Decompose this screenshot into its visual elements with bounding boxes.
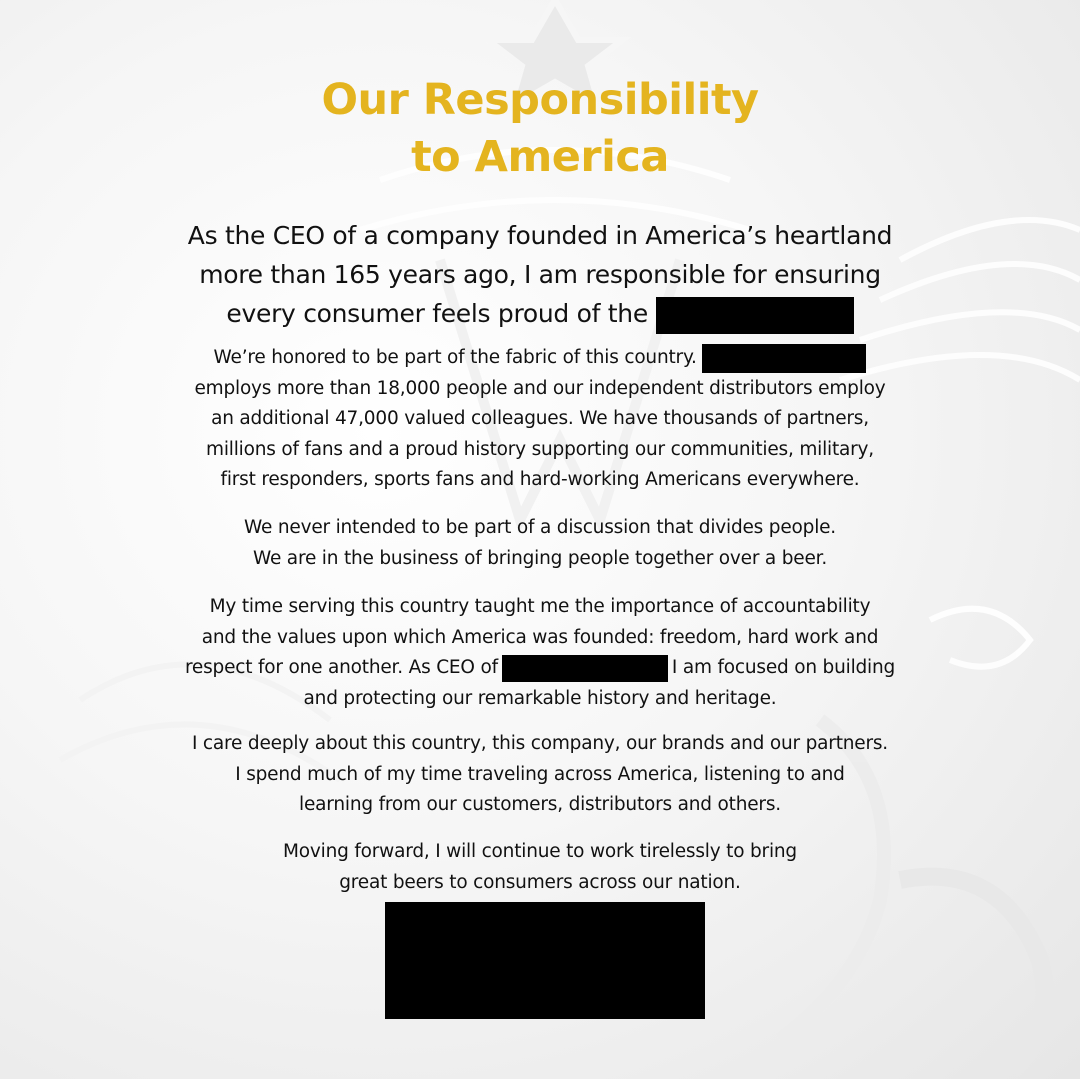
- p5-line-2: great beers to consumers across our nation.: [339, 871, 741, 893]
- redaction-bar: [702, 344, 866, 373]
- paragraph-3: [0, 592, 1080, 714]
- p4-line-1: I care deeply about this country, this company, our brands and our partners.: [192, 733, 888, 754]
- paragraph-1: [0, 343, 1080, 496]
- p3-line-1: My time serving this country taught me the importance of accountability: [209, 596, 871, 617]
- p1-line-5: first responders, sports fans and hard-working Americans everywhere.: [220, 469, 860, 490]
- lead-paragraph: [0, 216, 1080, 334]
- p1-line-2: employs more than 18,000 people and our independent distributors employ: [194, 377, 886, 399]
- paragraph-5: [0, 837, 1080, 898]
- p3-line-3-wrap: [0, 653, 1080, 684]
- redaction-bar: [502, 655, 668, 682]
- p3-line-3a: respect for one another. As CEO of: [184, 657, 498, 678]
- p2-line-2: We are in the business of bringing people together over a beer.: [252, 547, 828, 569]
- p5-line-1: Moving forward, I will continue to work tirelessly to bring: [283, 841, 797, 862]
- p2-line-1: We never intended to be part of a discussion that divides people.: [244, 517, 836, 538]
- lead-line-3-wrap: [0, 294, 1080, 334]
- paragraph-4: [0, 729, 1080, 821]
- p3-line-4: and protecting our remarkable history and heritage.: [303, 687, 777, 709]
- lead-line-1: As the CEO of a company founded in America’s heartland: [187, 221, 893, 250]
- p4-line-2: I spend much of my time traveling across America, listening to and: [235, 763, 845, 785]
- redaction-bar: [656, 297, 854, 334]
- signature-redaction: [385, 902, 705, 1019]
- lead-line-2: more than 165 years ago, I am responsible for ensuring: [199, 260, 881, 289]
- p4-line-3: learning from our customers, distributors and others.: [299, 794, 781, 815]
- paragraph-2: [0, 513, 1080, 574]
- p1-line-4: millions of fans and a proud history supporting our communities, military,: [206, 438, 874, 460]
- page-title: [0, 72, 1080, 186]
- p1-line-1-wrap: [0, 343, 1080, 374]
- p3-line-3b: I am focused on building: [671, 657, 896, 678]
- title-line-1: Our Responsibility: [321, 75, 759, 125]
- lead-line-3: every consumer feels proud of the: [226, 299, 648, 328]
- title-line-2: to America: [411, 132, 669, 182]
- p1-line-1: We’re honored to be part of the fabric of this country.: [213, 347, 697, 368]
- p3-line-2: and the values upon which America was founded: freedom, hard work and: [201, 626, 879, 648]
- p1-line-3: an additional 47,000 valued colleagues. We have thousands of partners,: [211, 408, 869, 429]
